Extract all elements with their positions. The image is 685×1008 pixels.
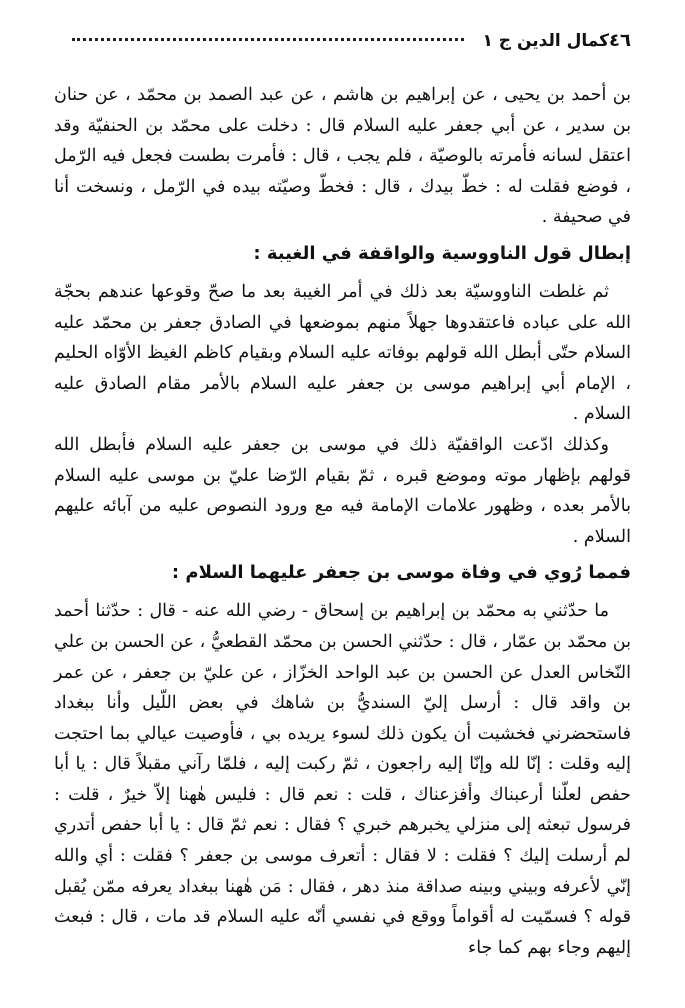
- paragraph-hadith-continuation: بن أحمد بن يحيى ، عن إبراهيم بن هاشم ، عن عبد الصمد بن محمّد ، عن حنان بن سدير ، عن أبي جعفر عليه السلام قال : دخلت على محمّد بن الحنفيّة وقد اعتقل لسانه فأمرته بالوصيّة ، فلم يجب ، قال : فأمرت بطست فجعل فيه الرّمل ، فوضع فقلت له : خطّ بيدك ، قال : فخطّ وصيّته بيده في الرّمل ، ونسخت أنا في صحيفة .: [54, 85, 631, 228]
- section-heading-nawusiyya: إبطال قول الناووسية والواقفة في الغيبة :: [253, 242, 631, 264]
- paragraph-nawusiyya: ثم غلطت الناووسيّة بعد ذلك في أمر الغيبة بعد ما صحّ وقوعها عندهم بحجّة الله على عباده فاعتقدوها جهلاً منهم بموضعها في الصادق جعفر بن محمّد عليه السلام حتّى أبطل الله قولهم بوفاته عليه السلام وبقيام كاظم الغيظ الأوّاه الحليم ، الإمام أبي إبراهيم موسى بن جعفر عليه السلام بالأمر مقام الصادق عليه السلام .: [54, 281, 631, 425]
- running-header: [54, 30, 631, 64]
- section-heading-death-of-musa: فمما رُوي في وفاة موسى بن جعفر عليهما السلام :: [171, 562, 631, 584]
- book-title: كمال الدين ج ١: [482, 31, 610, 51]
- paragraph-waqifiyya: وكذلك ادّعت الواقفيّة ذلك في موسى بن جعفر عليه السلام فأبطل الله قولهم بإظهار موته وموضع قبره ، ثمّ بقيام الرّضا عليّ بن موسى عليه السلام بالأمر بعده ، وظهور علامات الإمامة فيه مع ورود النصوص عليه من آبائه عليهم السلام .: [54, 434, 631, 547]
- paragraph-narration: ما حدّثني به محمّد بن إبراهيم بن إسحاق - رضي الله عنه - قال : حدّثنا أحمد بن محمّد بن عمّار ، قال : حدّثني الحسن بن محمّد القطعيُّ ، عن الحسن بن علي النّخاس العدل عن الحسن بن عبد الواحد الخزّاز ، عن عليّ بن جعفر ، عن عمر بن واقد قال : أرسل إليّ السنديُّ بن شاهك في بعض اللّيل وأنا ببغداد فاستحضرني فخشيت أن يكون ذلك لسوء يريده بي ، فأوصيت عيالي بما احتجت إليه وقلت : إنّا لله وإنّا إليه راجعون ، ثمّ ركبت إليه ، فلمّا رآني مقبلاً قال : يا أبا حفص لعلّنا أرعبناك وأفزعناك ، قلت : نعم قال : فليس هٰهنا إلاّ خيرٌ ، قلت : فرسول تبعثه إلى منزلي يخبرهم خبري ؟ فقال : نعم ثمّ قال : يا أبا حفص أتدري لم أرسلت إليك ؟ فقلت : لا فقال : أتعرف موسى بن جعفر ؟ فقلت : أي والله إنّي لأعرفه وبيني وبينه صداقة منذ دهر ، فقال : مَن هٰهنا ببغداد يعرفه ممّن يُقبل قوله ؟ فسمّيت له أقواماً ووقع في نفسي أنّه عليه السلام قد مات ، قال : فبعث إليهم وجاء بهم كما جاء: [54, 601, 631, 958]
- page-number: ٤٦: [609, 30, 631, 51]
- header-dotted-rule: [72, 38, 464, 41]
